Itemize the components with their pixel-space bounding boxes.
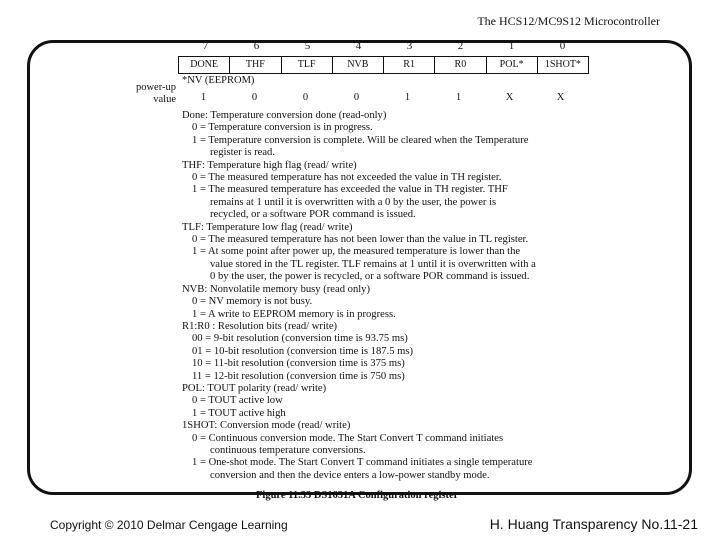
bit-number: 7 xyxy=(202,40,209,52)
bit-number-row xyxy=(180,40,590,54)
field-description-line: recycled, or a software POR command is issued. xyxy=(210,209,416,221)
field-heading: 1SHOT: Conversion mode (read/ write) xyxy=(182,420,351,432)
field-description-line: 0 = TOUT active low xyxy=(192,395,283,407)
register-field-thf: THF xyxy=(230,57,281,73)
bit-number: 0 xyxy=(559,40,566,52)
register-field-r1: R1 xyxy=(384,57,435,73)
powerup-value: 0 xyxy=(251,92,258,103)
bit-number: 2 xyxy=(457,40,464,52)
field-description-line: 11 = 12-bit resolution (conversion time is 750 ms) xyxy=(192,370,405,382)
register-field-r0: R0 xyxy=(435,57,486,73)
field-heading: THF: Temperature high flag (read/ write) xyxy=(182,159,357,171)
field-heading: Done: Temperature conversion done (read-only) xyxy=(182,110,387,121)
field-description-line: 0 = The measured temperature has not exceeded the value in TH register. xyxy=(192,172,502,184)
field-description-line: 00 = 9-bit resolution (conversion time is 93.75 ms) xyxy=(192,333,408,345)
register-field-nvb: NVB xyxy=(333,57,384,73)
field-description-line: 1 = Temperature conversion is complete. Will be cleared when the Temperature xyxy=(192,134,529,146)
field-description-line: 1 = The measured temperature has exceeded the value in TH register. THF xyxy=(192,184,508,196)
field-heading: NVB: Nonvolatile memory busy (read only) xyxy=(182,283,371,295)
field-heading: TLF: Temperature low flag (read/ write) xyxy=(182,221,353,233)
header-title: The HCS12/MC9S12 Microcontroller xyxy=(477,14,660,28)
register-description xyxy=(182,110,622,482)
field-heading: R1:R0 : Resolution bits (read/ write) xyxy=(182,320,338,332)
bit-number: 6 xyxy=(253,40,260,52)
powerup-value-row xyxy=(178,92,589,105)
field-heading: POL: TOUT polarity (read/ write) xyxy=(182,382,327,394)
powerup-value: 0 xyxy=(302,92,309,103)
field-description-line: 1 = At some point after power up, the measured temperature is lower than the xyxy=(192,246,521,258)
bit-number: 4 xyxy=(355,40,362,52)
register-field-done: DONE xyxy=(179,57,230,73)
register-field-pol: POL* xyxy=(487,57,538,73)
field-description-line: 0 = Continuous conversion mode. The Start Convert T command initiates xyxy=(192,432,504,444)
powerup-value: 1 xyxy=(200,92,207,103)
powerup-value: 1 xyxy=(404,92,411,103)
field-description-line: 0 = The measured temperature has not been lower than the value in TL register. xyxy=(192,234,529,246)
register-field-row xyxy=(178,56,589,74)
field-description-line: 0 = NV memory is not busy. xyxy=(192,296,313,308)
powerup-label: power-up value xyxy=(135,82,176,105)
field-description-line: 1 = TOUT active high xyxy=(192,407,286,419)
powerup-value: 0 xyxy=(353,92,360,103)
powerup-value: 1 xyxy=(455,92,462,103)
field-description-line: 10 = 11-bit resolution (conversion time is 375 ms) xyxy=(192,358,405,370)
field-description-line: remains at 1 until it is overwritten with a 0 by the user, the power is xyxy=(210,196,497,208)
bit-number: 1 xyxy=(508,40,515,52)
field-description-line: conversion and then the device enters a low-power standby mode. xyxy=(210,469,490,481)
field-description-line: 1 = A write to EEPROM memory is in progress. xyxy=(192,308,396,320)
bit-number: 5 xyxy=(304,40,311,52)
bit-number: 3 xyxy=(406,40,413,52)
field-description-line: 01 = 10-bit resolution (conversion time is 187.5 ms) xyxy=(192,345,414,357)
field-description-line: 0 = Temperature conversion is in progress. xyxy=(192,122,373,134)
powerup-value: X xyxy=(505,92,514,103)
register-field-1shot: 1SHOT* xyxy=(544,59,581,70)
register-field-tlf: TLF xyxy=(282,57,333,73)
powerup-value: X xyxy=(556,92,565,103)
field-description-line: 0 by the user, the power is recycled, or a software POR command is issued. xyxy=(210,271,530,283)
transparency-number: H. Huang Transparency No.11-21 xyxy=(489,516,698,532)
field-description-line: continuous temperature conversions. xyxy=(210,444,366,456)
figure-caption: Figure 11.33 DS1631A Configuration register xyxy=(256,490,459,501)
field-description-line: register is read. xyxy=(210,147,276,159)
field-description-line: value stored in the TL register. TLF remains at 1 until it is overwritten with a xyxy=(210,258,536,270)
copyright-footer: Copyright © 2010 Delmar Cengage Learning xyxy=(50,518,288,532)
nv-eeprom-note: *NV (EEPROM) xyxy=(182,75,255,86)
field-description-line: 1 = One-shot mode. The Start Convert T command initiates a single temperature xyxy=(192,457,533,469)
